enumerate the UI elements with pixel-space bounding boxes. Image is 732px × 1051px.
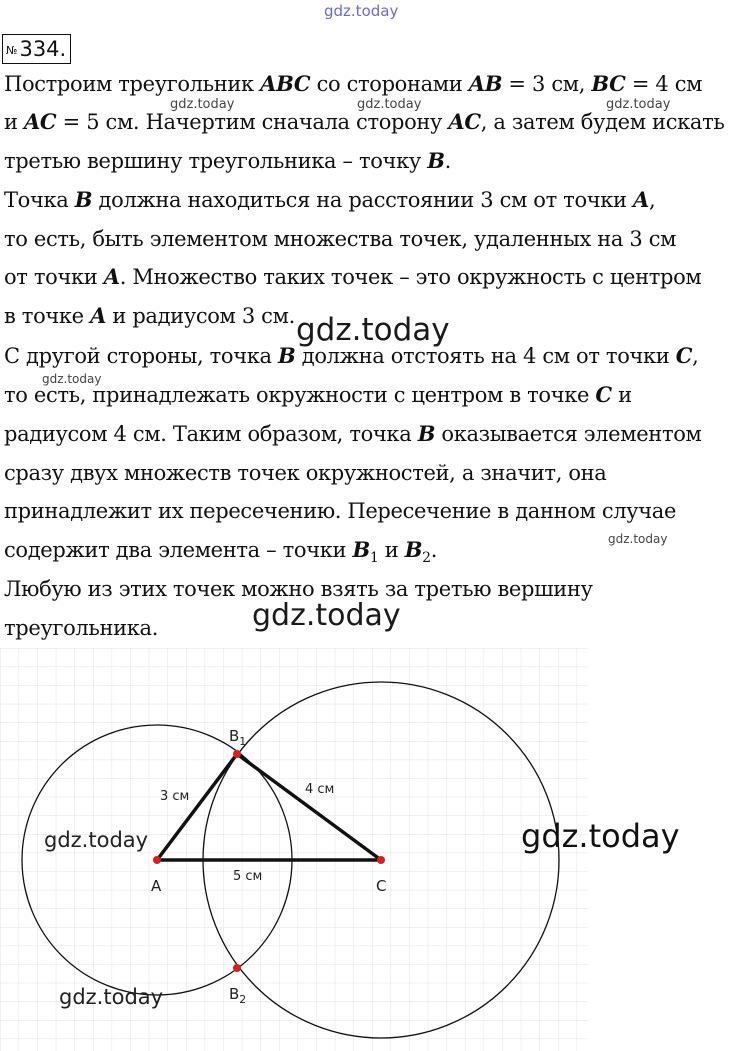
text-line: Построим треугольник ABC со сторонами AB = 3 см, BC = 4 см (4, 71, 703, 96)
label-segment-bc: 4 см (305, 782, 335, 797)
text-line: и AC = 5 см. Начертим сначала сторону AC, а затем будем искать (4, 109, 725, 134)
watermark: gdz.today (608, 532, 668, 546)
watermark: gdz.today (296, 312, 450, 348)
text-line: принадлежит их пересечению. Пересечение в данном случае (4, 499, 677, 523)
watermark: gdz.today (357, 97, 422, 112)
watermark: gdz.today (59, 985, 164, 1009)
label-point-b1: $B_1$ (229, 727, 247, 748)
text-line: треугольника. (4, 616, 159, 640)
text-line: третью вершину треугольника – точку B. (4, 148, 451, 173)
text-line: Точка B должна находиться на расстоянии 3 см от точки A, (4, 187, 656, 212)
watermark: gdz.today (42, 372, 102, 386)
text-line: Любую из этих точек можно взять за третью вершину (4, 577, 593, 601)
number-sign: № (6, 44, 18, 57)
text-line: то есть, принадлежать окружности с центром в точке C и (4, 382, 632, 407)
label-segment-ac: 5 см (233, 869, 263, 884)
watermark: gdz.today (44, 828, 149, 852)
label-segment-ab: 3 см (160, 789, 190, 804)
problem-number-value: 334. (19, 37, 67, 61)
point-a-marker (153, 856, 161, 864)
watermark: gdz.today (324, 2, 399, 20)
construction-figure (0, 648, 732, 1051)
watermark: gdz.today (521, 817, 680, 855)
watermark: gdz.today (606, 97, 671, 112)
text-line: от точки A. Множество таких точек – это окружность с центром (4, 264, 702, 289)
text-line: содержит два элемента – точки $B_1$ и $B_2$. (4, 537, 438, 567)
point-b1-marker (233, 750, 241, 758)
watermark: gdz.today (170, 97, 235, 112)
text-line: С другой стороны, точка B должна отстоять на 4 см от точки C, (4, 343, 699, 368)
label-point-b2: $B_2$ (229, 985, 247, 1006)
point-b2-marker (233, 964, 241, 972)
text-line: радиусом 4 см. Таким образом, точка B оказывается элементом (4, 421, 702, 446)
text-line: то есть, быть элементом множества точек, удаленных на 3 см (4, 227, 677, 251)
point-c-marker (377, 856, 385, 864)
label-point-a: A (151, 877, 162, 895)
text-line: сразу двух множеств точек окружностей, а значит, она (4, 461, 607, 485)
text-line: в точке A и радиусом 3 см. (4, 303, 295, 328)
watermark: gdz.today (252, 598, 401, 633)
label-point-c: C (376, 877, 387, 895)
problem-number (2, 34, 71, 64)
